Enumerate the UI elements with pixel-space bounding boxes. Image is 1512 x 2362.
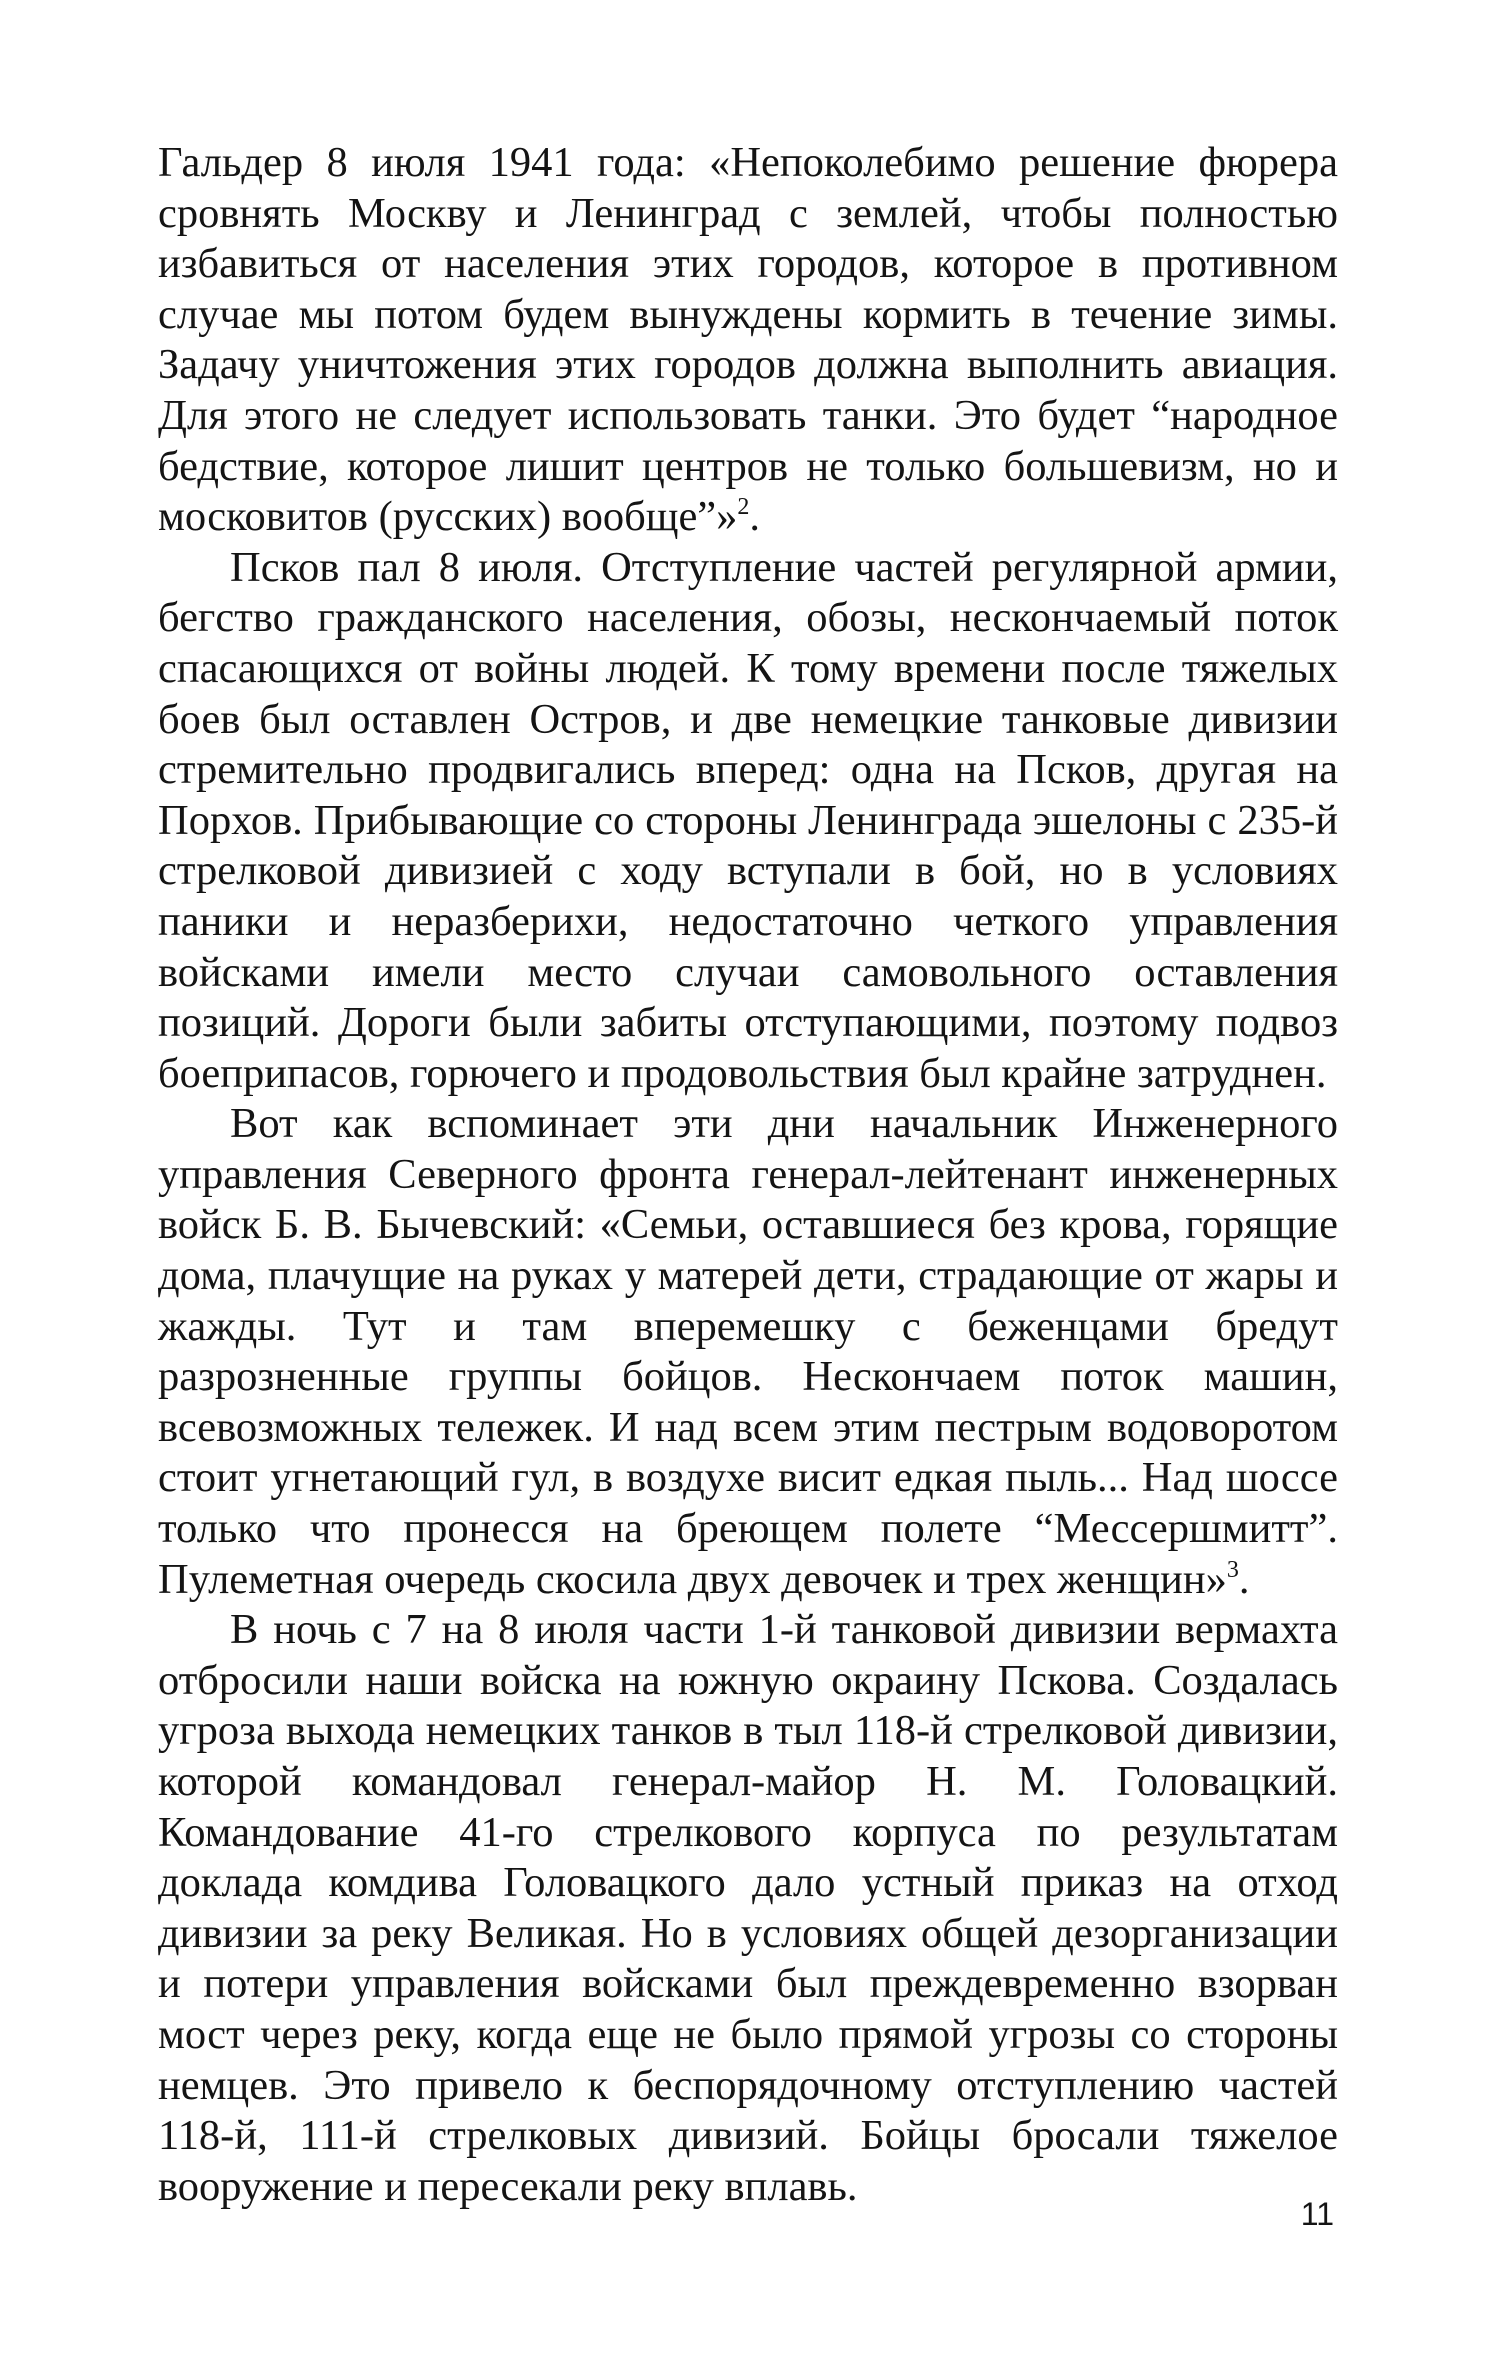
footnote-marker-3: 3 [1226, 1556, 1239, 1583]
paragraph-1 [158, 138, 1338, 543]
paragraph-2-text: Псков пал 8 июля. Отступление частей регулярной армии, бегство гражданского населения, обозы, нескончаемый поток спасающихся от войны людей. К тому времени после тяжелых боев был оставлен Остров, и две немецкие танковые дивизии стремительно продвигались вперед: одна на Псков, другая на Порхов. Прибывающие со стороны Ленинграда эшелоны с 235-й стрелковой дивизией с ходу вступали в бой, но в условиях паники и неразберихи, недостаточно четкого управления войсками имели место случаи самовольного оставления позиций. Дороги были забиты отступающими, поэтому подвоз боеприпасов, горючего и продовольствия был крайне затруднен. [158, 543, 1338, 1097]
paragraph-3-text: Вот как вспоминает эти дни начальник Инженерного управления Северного фронта генерал-лейтенант инженерных войск Б. В. Бычевский: «Семьи, оставшиеся без крова, горящие дома, плачущие на руках у матерей дети, страдающие от жары и жажды. Тут и там вперемешку с беженцами бредут разрозненные группы бойцов. Нескончаем поток машин, всевозможных тележек. И над всем этим пестрым водоворотом стоит угнетающий гул, в воздухе висит едкая пыль... Над шоссе только что пронесся на бреющем полете “Мессершмитт”. Пулеметная очередь скосила двух девочек и трех женщин» [158, 1100, 1338, 1603]
page-number: 11 [1300, 2196, 1334, 2232]
paragraph-4 [158, 1605, 1338, 2212]
paragraph-3 [158, 1099, 1338, 1605]
body-text [158, 138, 1338, 2212]
paragraph-1-tail: . [749, 493, 761, 541]
footnote-marker-2: 2 [737, 494, 750, 521]
paragraph-4-text: В ночь с 7 на 8 июля части 1-й танковой дивизии вермахта отбросили наши войска на южную окраину Пскова. Создалась угроза выхода немецких танков в тыл 118-й стрелковой дивизии, которой командовал генерал-майор Н. М. Головацкий. Командование 41-го стрелкового корпуса по результатам доклада комдива Головацкого дало устный приказ на отход дивизии за реку Великая. Но в условиях общей дезорганизации и потери управления войсками был преждевременно взорван мост через реку, когда еще не было прямой угрозы со стороны немцев. Это привело к беспорядочному отступлению частей 118-й, 111-й стрелковых дивизий. Бойцы бросали тяжелое вооружение и пересекали реку вплавь. [158, 1606, 1338, 2210]
paragraph-2 [158, 543, 1338, 1100]
paragraph-3-tail: . [1238, 1555, 1250, 1603]
paragraph-1-text: Гальдер 8 июля 1941 года: «Непоколебимо решение фюрера сровнять Москву и Ленинград с землей, чтобы полностью избавиться от населения этих городов, которое в противном случае мы потом будем вынуждены кормить в течение зимы. Задачу уничтожения этих городов должна выполнить авиация. Для этого не следует использовать танки. Это будет “народное бедствие, которое лишит центров не только большевизм, но и московитов (русских) вообще”» [158, 139, 1338, 541]
